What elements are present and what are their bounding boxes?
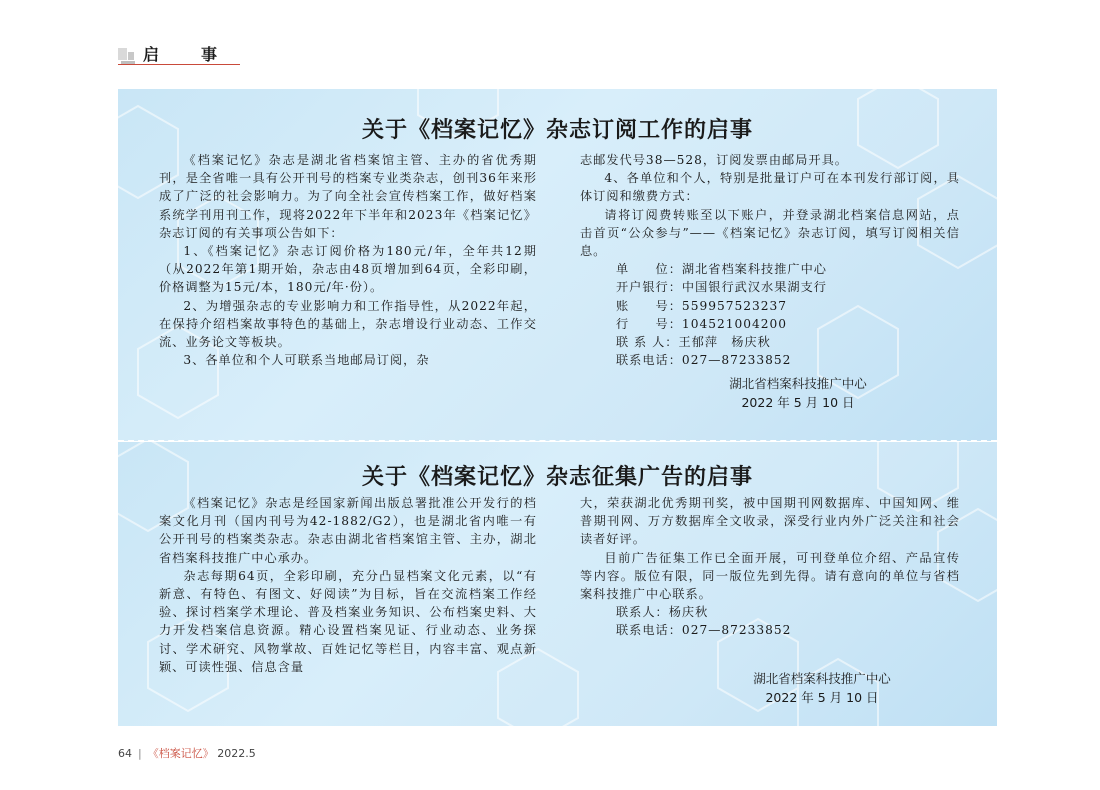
issue-number: 2022.5: [217, 747, 256, 760]
advertising-notice-title: 关于《档案记忆》杂志征集广告的启事: [361, 464, 753, 490]
paragraph: 杂志每期64页，全彩印刷，充分凸显档案文化元素，以“有新意、有特色、有图文、好阅读”为目标，旨在交流档案工作经验、探讨档案学术理论、普及档案业务知识、公布档案史料、大力开发档案信息资源。精心设置档案见证、行业动态、业务探讨、学术研究、风物掌故、百姓记忆等栏目，内容丰富、观点新颖、可读性强、信息含量: [159, 568, 537, 674]
advertising-left-column: [159, 494, 537, 676]
advertising-right-column: [580, 494, 960, 640]
paragraph: 1、《档案记忆》杂志订阅价格为180元/年，全年共12期（从2022年第1期开始，杂志由48页增加到64页，全彩印刷，价格调整为15元/本，180元/年·份）。: [159, 244, 537, 295]
section-header: [118, 42, 240, 65]
paragraph: 请将订阅费转账至以下账户，并登录湖北档案信息网站，点击首页“公众参与”——《档案记忆》杂志订阅，填写订阅相关信息。: [580, 207, 960, 259]
info-line: 联系电话：027—87233852: [616, 623, 792, 638]
signature-date: 2022 年 5 月 10 日: [741, 395, 855, 410]
paragraph: 目前广告征集工作已全面开展，可刊登单位介绍、产品宣传等内容。版位有限，同一版位先到先得。请有意向的单位与省档案科技推广中心联系。: [580, 550, 960, 602]
magazine-name: 《档案记忆》: [147, 747, 214, 760]
advertising-notice: [118, 442, 997, 726]
advertising-signature: [742, 669, 902, 707]
info-line: 账 号：559957523237: [616, 298, 787, 313]
subscription-right-column: [580, 151, 960, 369]
info-line: 联系电话：027—87233852: [616, 353, 792, 368]
page-footer: [118, 745, 256, 761]
signature-date: 2022 年 5 月 10 日: [765, 690, 879, 705]
subscription-notice: [118, 89, 997, 441]
signature-org: 湖北省档案科技推广中心: [753, 671, 891, 686]
section-title: [143, 42, 219, 65]
subscription-signature: [718, 374, 878, 412]
subscription-notice-title: 关于《档案记忆》杂志订阅工作的启事: [361, 117, 753, 143]
section-title-char-2: 事: [201, 45, 220, 64]
info-line: 行 号：104521004200: [616, 316, 787, 331]
section-title-char-1: 启: [143, 45, 162, 64]
paragraph: 《档案记忆》杂志是湖北省档案馆主管、主办的省优秀期刊，是全省唯一具有公开刊号的档案专业类杂志，创刊36年来形成了广泛的社会影响力。为了向全社会宣传档案工作，做好档案系统学刊用刊工作，现将2022年下半年和2023年《档案记忆》杂志订阅的有关事项公告如下：: [159, 153, 537, 240]
info-line: 联 系 人：王郁萍 杨庆秋: [616, 335, 771, 350]
paragraph: 《档案记忆》杂志是经国家新闻出版总署批准公开发行的档案文化月刊（国内刊号为42-1882/G2），也是湖北省内唯一有公开刊号的档案类杂志。杂志由湖北省档案馆主管、主办，湖北省档案科技推广中心承办。: [159, 496, 537, 565]
info-line: 开户银行：中国银行武汉水果湖支行: [616, 280, 827, 295]
page-number: 64: [118, 747, 132, 760]
paragraph: 志邮发代号38—528，订阅发票由邮局开具。: [580, 153, 848, 167]
info-line: 单 位：湖北省档案科技推广中心: [616, 262, 827, 277]
paragraph: 4、各单位和个人，特别是批量订户可在本刊发行部订阅，具体订阅和缴费方式：: [580, 171, 960, 204]
subscription-left-column: [159, 151, 537, 369]
info-line: 联系人：杨庆秋: [616, 605, 709, 620]
paragraph: 3、各单位和个人可联系当地邮局订阅，杂: [183, 353, 430, 368]
footer-separator: |: [138, 747, 142, 760]
paragraph: 大，荣获湖北优秀期刊奖，被中国期刊网数据库、中国知网、维普期刊网、万方数据库全文收录，深受行业内外广泛关注和社会读者好评。: [580, 496, 960, 547]
signature-org: 湖北省档案科技推广中心: [729, 376, 867, 391]
paragraph: 2、为增强杂志的专业影响力和工作指导性，从2022年起，在保持介绍档案故事特色的基础上，杂志增设行业动态、工作交流、业务论文等板块。: [159, 298, 537, 350]
